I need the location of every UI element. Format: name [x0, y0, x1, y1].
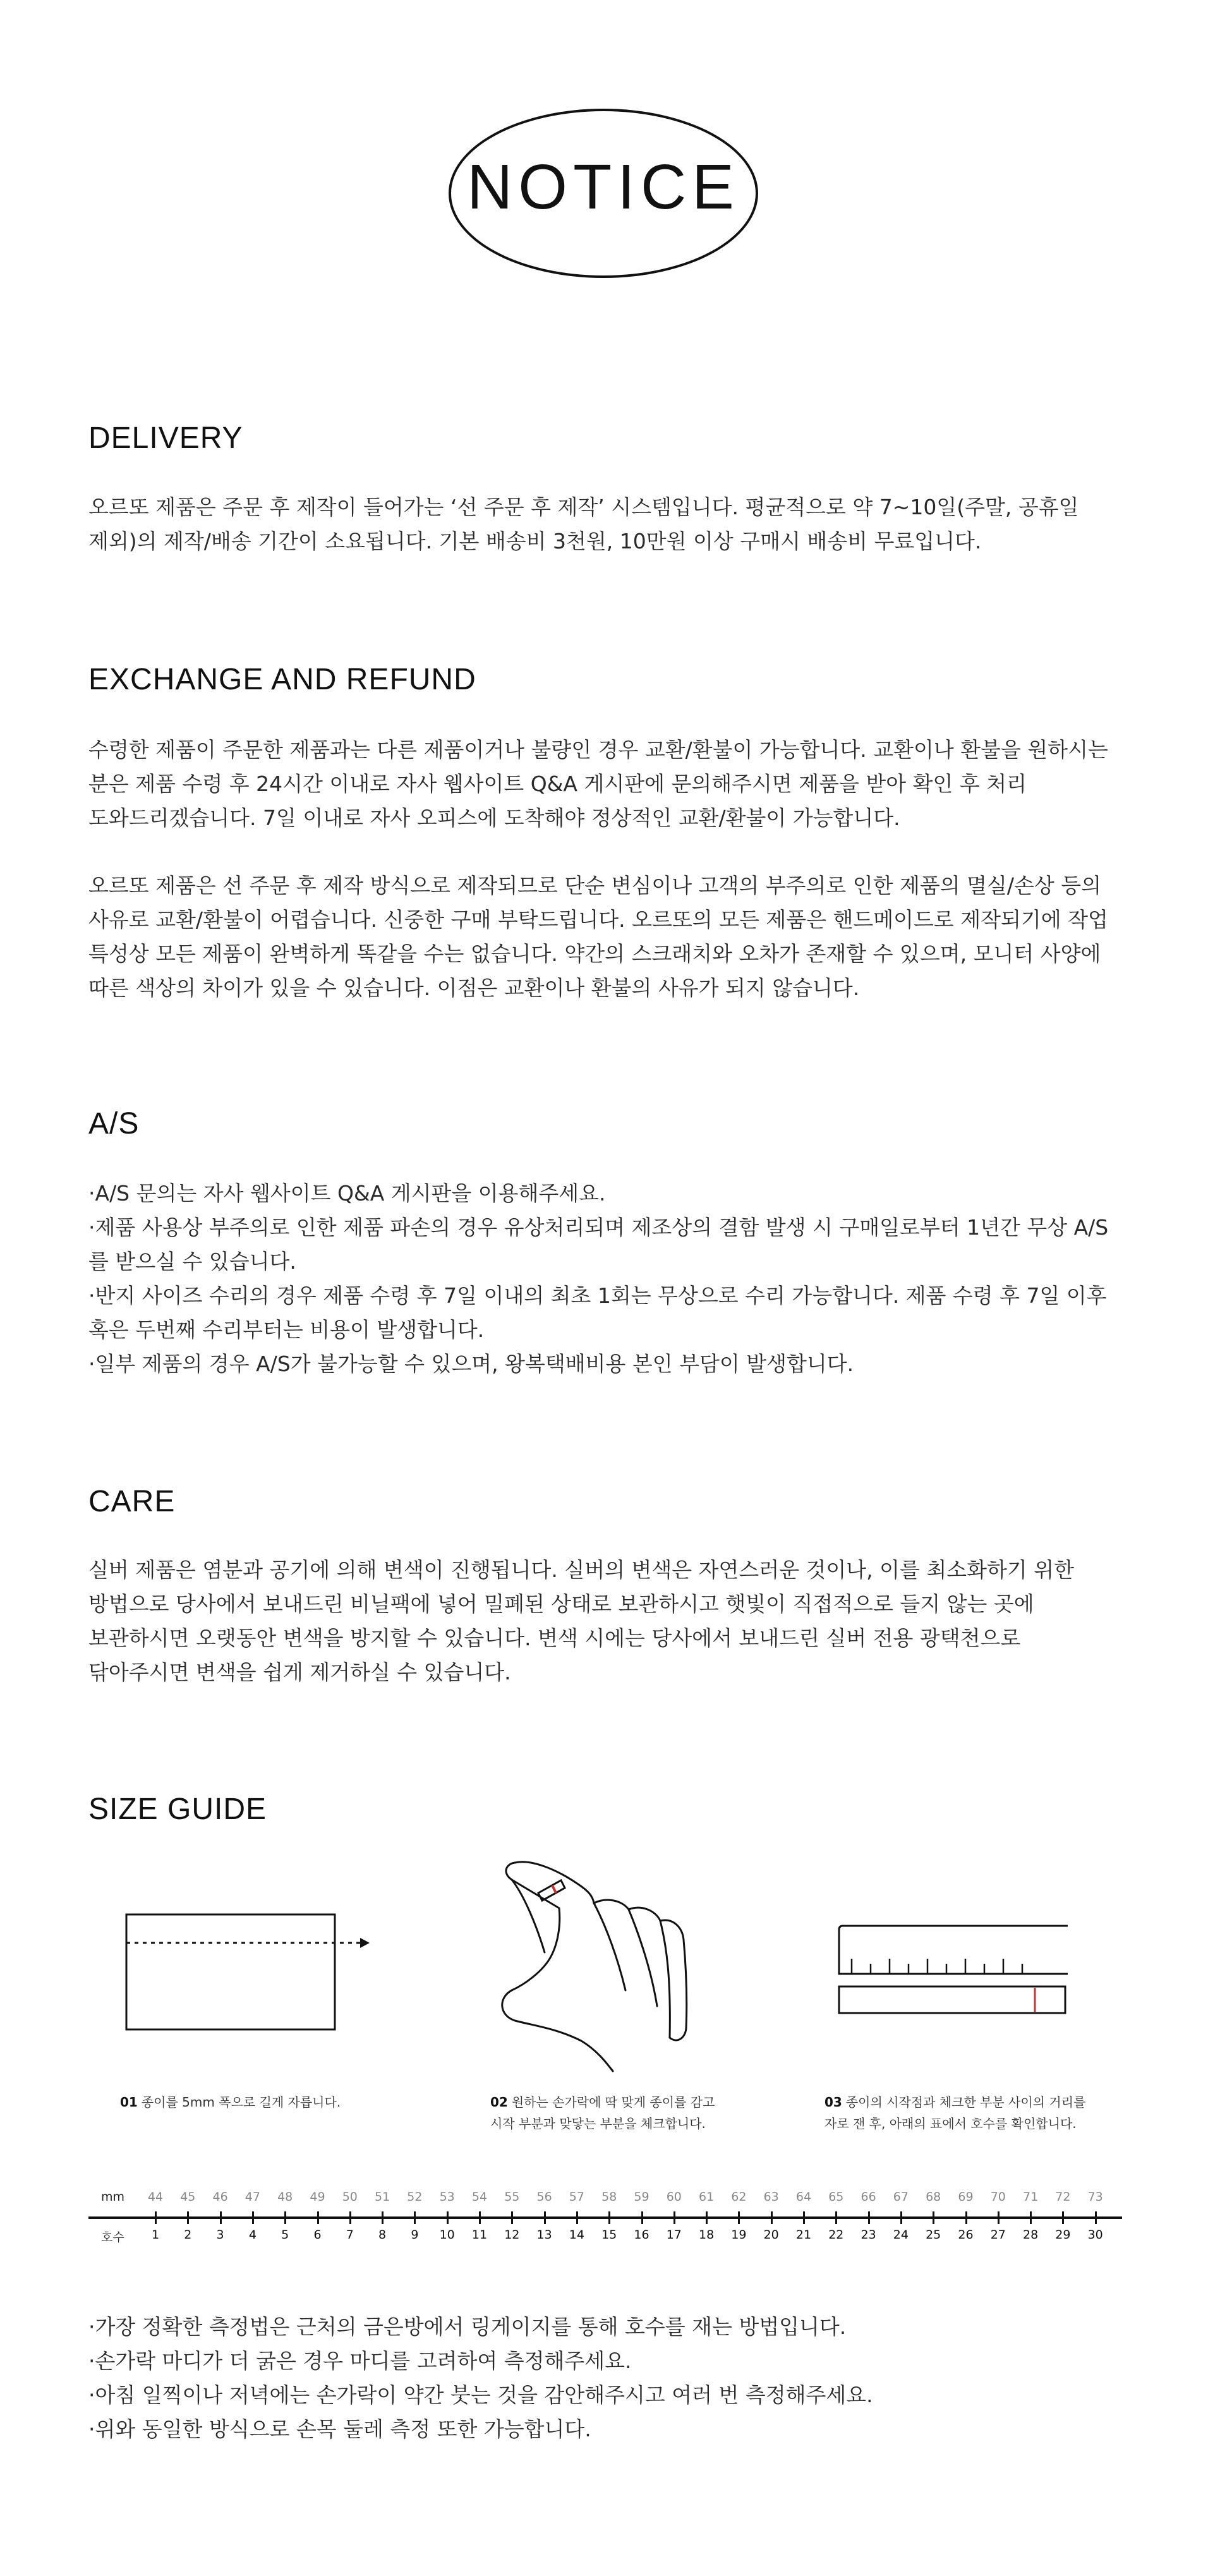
- mm-value: 51: [375, 2190, 390, 2204]
- ring-size-value: 1: [151, 2228, 160, 2242]
- step-number: 03: [824, 2095, 842, 2110]
- mm-value: 47: [245, 2190, 260, 2204]
- care-heading: CARE: [88, 1485, 176, 1518]
- scale-tick: [771, 2211, 773, 2224]
- mm-value: 65: [828, 2190, 844, 2204]
- ring-size-value: 28: [1023, 2228, 1039, 2242]
- step-2-caption: [490, 2091, 715, 2134]
- ring-size-value: 14: [569, 2228, 584, 2242]
- ring-size-value: 19: [731, 2228, 747, 2242]
- notice-logo: [449, 109, 758, 278]
- mm-value: 56: [536, 2190, 552, 2204]
- step-1-caption: [120, 2091, 341, 2113]
- mm-value: 52: [407, 2190, 423, 2204]
- exchange-heading: EXCHANGE AND REFUND: [88, 663, 476, 696]
- text-line: ·아침 일찍이나 저녁에는 손가락이 약간 붓는 것을 감안해주시고 여러 번 측정해주세요.: [88, 2383, 873, 2407]
- ring-size-value: 18: [699, 2228, 715, 2242]
- text-line: ·위와 동일한 방식으로 손목 둘레 측정 또한 가능합니다.: [88, 2417, 591, 2441]
- scale-tick: [1095, 2211, 1097, 2224]
- mm-value: 49: [310, 2190, 325, 2204]
- step-text: 종이의 시작점과 체크한 부분 사이의 거리를: [845, 2095, 1086, 2110]
- scale-tick: [641, 2211, 643, 2224]
- mm-value: 58: [601, 2190, 617, 2204]
- text-line: ·A/S 문의는 자사 웹사이트 Q&A 게시판을 이용해주세요.: [88, 1181, 606, 1206]
- mm-value: 66: [861, 2190, 876, 2204]
- text-line: ·반지 사이즈 수리의 경우 제품 수령 후 7일 이내의 최초 1회는 무상으로 수리 가능합니다. 제품 수령 후 7일 이후: [88, 1283, 1107, 1308]
- ring-size-value: 11: [471, 2228, 488, 2242]
- step-text: 종이를 5mm 폭으로 길게 자릅니다.: [141, 2095, 341, 2110]
- ring-size-value: 30: [1087, 2228, 1103, 2242]
- step-text: 자로 잰 후, 아래의 표에서 호수를 확인합니다.: [824, 2116, 1077, 2131]
- scale-tick: [835, 2211, 837, 2224]
- step-text: 원하는 손가락에 딱 맞게 종이를 감고: [511, 2095, 715, 2110]
- exchange-text-2: [88, 869, 1125, 1005]
- ring-size-value: 5: [281, 2228, 289, 2242]
- text-line: 특성상 모든 제품이 완벽하게 똑같을 수는 없습니다. 약간의 스크래치와 오차가 존재할 수 있으며, 모니터 사양에: [88, 941, 1101, 966]
- scale-tick: [673, 2211, 675, 2224]
- ring-size-value: 12: [504, 2228, 520, 2242]
- size-table-ring-size-row: [88, 2225, 1125, 2247]
- mm-value: 57: [569, 2190, 584, 2204]
- text-line: 실버 제품은 염분과 공기에 의해 변색이 진행됩니다. 실버의 변색은 자연스러운 것이나, 이를 최소화하기 위한: [88, 1557, 1074, 1582]
- text-line: 오르또 제품은 선 주문 후 제작 방식으로 제작되므로 단순 변심이나 고객의 부주의로 인한 제품의 멸실/손상 등의: [88, 873, 1101, 898]
- scale-tick: [1030, 2211, 1032, 2224]
- mm-value: 64: [795, 2190, 812, 2204]
- ring-size-value: 13: [536, 2228, 552, 2242]
- mm-value: 46: [212, 2190, 228, 2204]
- text-line: ·가장 정확한 측정법은 근처의 금은방에서 링게이지를 통해 호수를 재는 방법입니다.: [88, 2314, 847, 2339]
- step-number: 01: [120, 2095, 138, 2110]
- text-line: ·제품 사용상 부주의로 인한 제품 파손의 경우 유상처리되며 제조상의 결함 발생 시 구매일로부터 1년간 무상 A/S: [88, 1215, 1109, 1240]
- size-guide-notes: [88, 2310, 1125, 2446]
- ring-size-value: 4: [248, 2228, 257, 2242]
- mm-value: 53: [439, 2190, 455, 2204]
- ring-size-value: 20: [763, 2228, 779, 2242]
- text-line: 보관하시면 오랫동안 변색을 방지할 수 있습니다. 변색 시에는 당사에서 보내드린 실버 전용 광택천으로: [88, 1626, 1021, 1650]
- ring-size-label: 호수: [101, 2230, 124, 2244]
- scale-tick: [998, 2211, 1000, 2224]
- scale-tick: [317, 2211, 319, 2224]
- delivery-heading: DELIVERY: [88, 421, 243, 455]
- scale-tick: [414, 2211, 416, 2224]
- mm-value: 70: [990, 2190, 1006, 2204]
- scale-tick: [544, 2211, 546, 2224]
- scale-tick: [706, 2211, 708, 2224]
- scale-tick: [479, 2211, 481, 2224]
- step-3-caption: [824, 2091, 1085, 2134]
- scale-tick: [868, 2211, 870, 2224]
- scale-tick: [608, 2211, 610, 2224]
- mm-value: 62: [731, 2190, 747, 2204]
- text-line: 오르또 제품은 주문 후 제작이 들어가는 ‘선 주문 후 제작’ 시스템입니다. 평균적으로 약 7~10일(주말, 공휴일: [88, 495, 1079, 519]
- mm-value: 68: [926, 2190, 941, 2204]
- care-text: [88, 1553, 1125, 1690]
- scale-tick: [933, 2211, 934, 2224]
- scale-tick: [965, 2211, 967, 2224]
- ring-size-value: 10: [439, 2228, 455, 2242]
- text-line: 분은 제품 수령 후 24시간 이내로 자사 웹사이트 Q&A 게시판에 문의해주시면 제품을 받아 확인 후 처리: [88, 771, 1027, 796]
- exchange-text-1: [88, 733, 1125, 835]
- text-line: 제외)의 제작/배송 기간이 소요됩니다. 기본 배송비 3천원, 10만원 이상 구매시 배송비 무료입니다.: [88, 529, 982, 553]
- ring-size-value: 24: [893, 2228, 909, 2242]
- mm-value: 54: [471, 2190, 488, 2204]
- ring-size-value: 25: [926, 2228, 941, 2242]
- scale-tick: [803, 2211, 805, 2224]
- scale-tick: [511, 2211, 513, 2224]
- text-line: 따른 색상의 차이가 있을 수 있습니다. 이점은 교환이나 환불의 사유가 되지 않습니다.: [88, 976, 860, 1000]
- ring-size-value: 7: [346, 2228, 354, 2242]
- scale-tick: [382, 2211, 384, 2224]
- scale-tick: [576, 2211, 578, 2224]
- size-table-mm-row: [88, 2187, 1125, 2209]
- mm-value: 55: [504, 2190, 520, 2204]
- size-guide-heading: SIZE GUIDE: [88, 1793, 267, 1826]
- hand-measure-illustration: [486, 1858, 701, 2072]
- scale-tick: [900, 2211, 902, 2224]
- step-number: 02: [490, 2095, 508, 2110]
- text-line: 사유로 교환/환불이 어렵습니다. 신중한 구매 부탁드립니다. 오르또의 모든 제품은 핸드메이드로 제작되기에 작업: [88, 907, 1108, 932]
- ring-size-value: 22: [828, 2228, 844, 2242]
- text-line: 닦아주시면 변색을 쉽게 제거하실 수 있습니다.: [88, 1660, 511, 1684]
- mm-value: 60: [666, 2190, 682, 2204]
- ring-size-value: 15: [601, 2228, 617, 2242]
- text-line: ·일부 제품의 경우 A/S가 불가능할 수 있으며, 왕복택배비용 본인 부담이 발생합니다.: [88, 1351, 854, 1376]
- scale-tick: [187, 2211, 189, 2224]
- mm-value: 44: [147, 2190, 164, 2204]
- text-line: ·손가락 마디가 더 굵은 경우 마디를 고려하여 측정해주세요.: [88, 2349, 632, 2373]
- ring-size-value: 17: [666, 2228, 682, 2242]
- ring-size-value: 21: [795, 2228, 812, 2242]
- mm-value: 67: [893, 2190, 909, 2204]
- ring-size-value: 16: [634, 2228, 649, 2242]
- ring-size-value: 2: [184, 2228, 192, 2242]
- ring-size-value: 9: [411, 2228, 419, 2242]
- scale-tick: [349, 2211, 351, 2224]
- scale-tick: [284, 2211, 286, 2224]
- scale-tick: [220, 2211, 222, 2224]
- ring-size-value: 8: [378, 2228, 387, 2242]
- scale-tick: [155, 2211, 157, 2224]
- mm-value: 59: [634, 2190, 649, 2204]
- delivery-text: [88, 490, 1125, 559]
- as-heading: A/S: [88, 1107, 140, 1140]
- text-line: 수령한 제품이 주문한 제품과는 다른 제품이거나 불량인 경우 교환/환불이 가능합니다. 교환이나 환불을 원하시는: [88, 737, 1108, 762]
- mm-value: 73: [1087, 2190, 1103, 2204]
- ring-size-value: 26: [958, 2228, 974, 2242]
- mm-value: 63: [763, 2190, 779, 2204]
- text-line: 혹은 두번째 수리부터는 비용이 발생합니다.: [88, 1317, 485, 1342]
- paper-strip-illustration: [120, 1908, 379, 2035]
- mm-value: 71: [1023, 2190, 1039, 2204]
- text-line: 도와드리겠습니다. 7일 이내로 자사 오피스에 도착해야 정상적인 교환/환불이 가능합니다.: [88, 806, 900, 830]
- size-scale-line: [88, 2216, 1122, 2219]
- ring-size-value: 29: [1055, 2228, 1071, 2242]
- ruler-illustration: [834, 1921, 1080, 2028]
- ring-size-value: 27: [990, 2228, 1006, 2242]
- scale-tick: [1062, 2211, 1064, 2224]
- ring-size-value: 23: [861, 2228, 876, 2242]
- scale-tick: [447, 2211, 449, 2224]
- notice-logo-text: NOTICE: [467, 152, 740, 222]
- mm-label: mm: [101, 2190, 125, 2204]
- mm-value: 61: [699, 2190, 715, 2204]
- mm-value: 48: [277, 2190, 293, 2204]
- scale-tick: [252, 2211, 254, 2224]
- text-line: 방법으로 당사에서 보내드린 비닐팩에 넣어 밀폐된 상태로 보관하시고 햇빛이 직접적으로 들지 않는 곳에: [88, 1592, 1034, 1616]
- scale-tick: [738, 2211, 740, 2224]
- as-text: [88, 1176, 1125, 1381]
- mm-value: 45: [180, 2190, 196, 2204]
- mm-value: 72: [1055, 2190, 1071, 2204]
- step-text: 시작 부분과 맞닿는 부분을 체크합니다.: [490, 2116, 706, 2131]
- mm-value: 69: [958, 2190, 974, 2204]
- ring-size-value: 6: [313, 2228, 322, 2242]
- ring-size-value: 3: [216, 2228, 224, 2242]
- mm-value: 50: [342, 2190, 358, 2204]
- text-line: 를 받으실 수 있습니다.: [88, 1249, 296, 1274]
